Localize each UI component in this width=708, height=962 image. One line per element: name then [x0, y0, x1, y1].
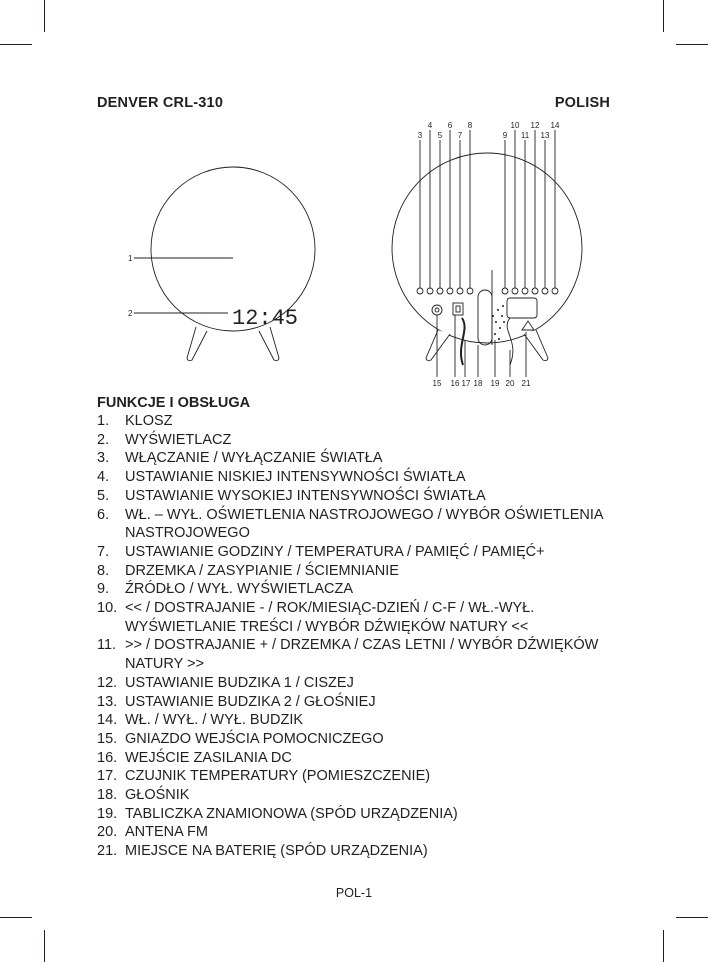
item-number: 2. — [97, 431, 110, 448]
list-item — [97, 786, 627, 805]
back-right-leg — [524, 330, 548, 361]
callout-label-19: 19 — [490, 379, 500, 388]
callout-label-5: 5 — [437, 131, 443, 140]
callout-label-20: 20 — [505, 379, 515, 388]
list-item — [97, 842, 627, 861]
callout-label-2: 2 — [128, 309, 133, 318]
item-number: 12. — [97, 674, 118, 691]
clock-display-digits: 12:45 — [232, 306, 299, 331]
item-text: USTAWIANIE NISKIEJ INTENSYWNOŚCI ŚWIATŁA — [125, 469, 466, 486]
callout-label-7: 7 — [457, 131, 463, 140]
item-number: 14. — [97, 712, 118, 729]
callout-label-13: 13 — [540, 131, 550, 140]
item-number: 11. — [97, 637, 117, 654]
crop-mark-bottom-right-v — [663, 930, 664, 962]
header-language: POLISH — [554, 95, 610, 111]
front-left-leg — [187, 327, 207, 361]
item-number: 18. — [97, 787, 118, 804]
item-text: WŁ. / WYŁ. / WYŁ. BUDZIK — [125, 712, 304, 729]
front-right-leg — [259, 327, 279, 361]
item-text: USTAWIANIE GODZINY / TEMPERATURA / PAMIĘĆ / PAMIĘĆ+ — [125, 543, 545, 560]
item-text: >> / DOSTRAJANIE + / DRZEMKA / CZAS LETNI / WYBÓR DŹWIĘKÓW NATURY >> — [125, 637, 599, 673]
callout-label-10: 10 — [510, 121, 520, 130]
item-text: ANTENA FM — [125, 824, 208, 841]
callout-label-6: 6 — [447, 121, 453, 130]
callout-label-3: 3 — [417, 131, 423, 140]
callout-label-21: 21 — [521, 379, 531, 388]
item-text: WŁ. – WYŁ. OŚWIETLENIA NASTROJOWEGO / WYBÓR OŚWIETLENIA NASTROJOWEGO — [125, 506, 603, 542]
power-cable — [461, 318, 465, 365]
callout-label-15: 15 — [432, 379, 442, 388]
item-number: 15. — [97, 730, 118, 747]
list-item — [97, 674, 627, 693]
back-lamp-shade — [392, 153, 582, 343]
callout-label-4: 4 — [427, 121, 433, 130]
list-item — [97, 506, 627, 543]
item-text: USTAWIANIE WYSOKIEJ INTENSYWNOŚCI ŚWIATŁA — [125, 487, 486, 504]
item-number: 17. — [97, 768, 118, 785]
item-text: GNIAZDO WEJŚCIA POMOCNICZEGO — [125, 730, 384, 747]
product-diagram — [0, 0, 708, 400]
list-item — [97, 562, 627, 581]
list-item — [97, 599, 627, 636]
list-item — [97, 730, 627, 749]
callout-label-1: 1 — [128, 254, 133, 263]
list-item — [97, 636, 627, 673]
feature-list — [97, 412, 627, 861]
back-left-leg — [426, 330, 450, 361]
front-view — [128, 167, 315, 361]
item-number: 8. — [97, 562, 110, 579]
callout-label-17: 17 — [461, 379, 471, 388]
item-text: USTAWIANIE BUDZIKA 1 / CISZEJ — [125, 674, 354, 691]
temperature-sensor — [478, 290, 492, 345]
item-text: MIEJSCE NA BATERIĘ (SPÓD URZĄDZENIA) — [125, 843, 428, 860]
list-item — [97, 412, 627, 431]
item-text: KLOSZ — [125, 413, 173, 429]
list-item — [97, 749, 627, 768]
crop-mark-bottom-right-h — [676, 917, 708, 918]
list-item — [97, 543, 627, 562]
item-number: 4. — [97, 469, 110, 486]
item-number: 13. — [97, 693, 118, 710]
list-item — [97, 805, 627, 824]
item-text: TABLICZKA ZNAMIONOWA (SPÓD URZĄDZENIA) — [125, 805, 458, 822]
callout-label-14: 14 — [550, 121, 560, 130]
item-number: 3. — [97, 450, 110, 467]
callout-label-18: 18 — [473, 379, 483, 388]
list-item — [97, 449, 627, 468]
item-text: USTAWIANIE BUDZIKA 2 / GŁOŚNIEJ — [125, 693, 376, 710]
back-buttons — [417, 288, 558, 294]
list-item — [97, 823, 627, 842]
page-number: POL-1 — [335, 886, 373, 900]
speaker-grille — [492, 305, 505, 340]
battery-compartment-warning — [522, 321, 534, 330]
callout-label-11: 11 — [520, 131, 530, 140]
item-number: 19. — [97, 805, 118, 822]
item-number: 6. — [97, 506, 110, 523]
callout-label-8: 8 — [467, 121, 473, 130]
list-item — [97, 693, 627, 712]
item-text: CZUJNIK TEMPERATURY (POMIESZCZENIE) — [125, 768, 431, 785]
rating-label — [507, 298, 537, 318]
crop-mark-bottom-left-v — [44, 930, 45, 962]
callout-label-16: 16 — [450, 379, 460, 388]
front-display — [232, 306, 298, 331]
item-text: << / DOSTRAJANIE - / ROK/MIESIĄC-DZIEŃ / C-F / WŁ.-WYŁ. WYŚWIETLANIE TREŚCI / WYBÓR DŹWIĘKÓW NATURY << — [125, 600, 535, 635]
item-number: 9. — [97, 581, 110, 598]
item-number: 21. — [97, 843, 118, 860]
item-text: DRZEMKA / ZASYPIANIE / ŚCIEMNIANIE — [125, 562, 399, 579]
header-model: DENVER CRL-310 — [97, 95, 224, 111]
item-text: WŁĄCZANIE / WYŁĄCZANIE ŚWIATŁA — [125, 450, 383, 467]
item-number: 16. — [97, 749, 118, 766]
item-number: 10. — [97, 600, 118, 617]
list-item — [97, 487, 627, 506]
callout-label-9: 9 — [502, 131, 508, 140]
list-item — [97, 468, 627, 487]
item-text: WEJŚCIE ZASILANIA DC — [125, 749, 292, 766]
callout-label-12: 12 — [530, 121, 540, 130]
item-text: ŹRÓDŁO / WYŁ. WYŚWIETLACZA — [125, 581, 353, 598]
list-item — [97, 580, 627, 599]
item-number: 5. — [97, 487, 110, 504]
item-number: 20. — [97, 824, 118, 841]
section-title: FUNKCJE I OBSŁUGA — [97, 395, 251, 411]
item-text: GŁOŚNIK — [125, 787, 190, 804]
aux-input-jack — [432, 305, 442, 315]
item-text: WYŚWIETLACZ — [125, 431, 232, 448]
list-item — [97, 431, 627, 450]
back-view — [392, 130, 582, 377]
item-number: 1. — [97, 413, 110, 429]
list-item — [97, 767, 627, 786]
crop-mark-bottom-left-h — [0, 917, 32, 918]
item-number: 7. — [97, 543, 110, 560]
callout-lines-top — [417, 130, 555, 288]
list-item — [97, 711, 627, 730]
dc-input — [453, 303, 463, 315]
